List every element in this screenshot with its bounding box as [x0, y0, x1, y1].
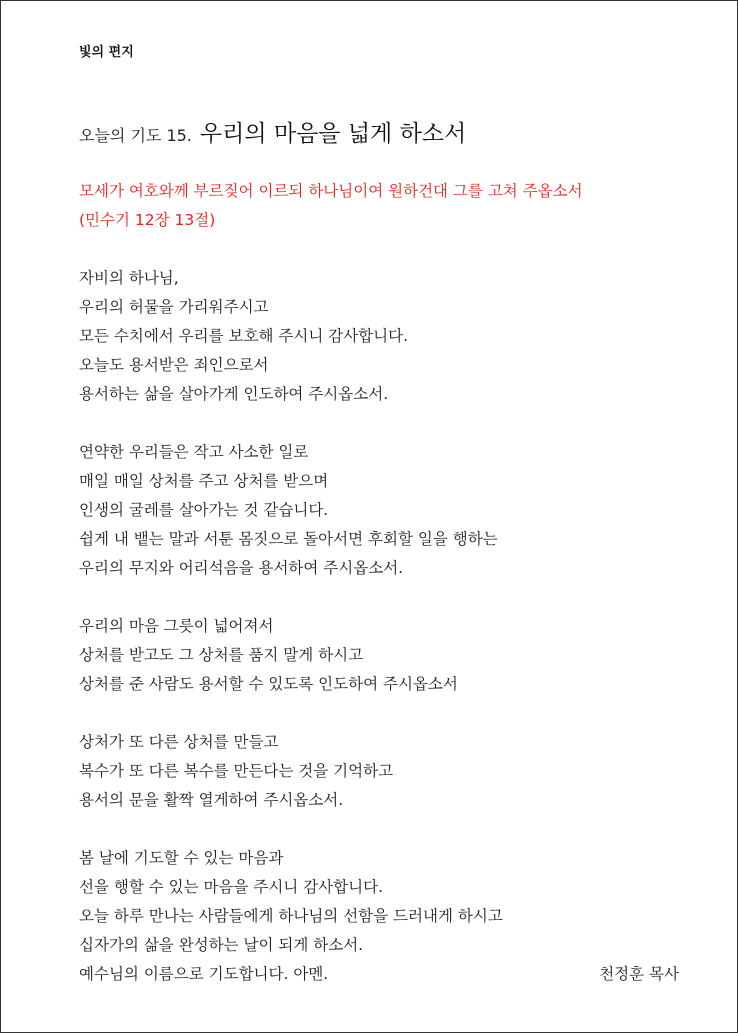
- prayer-line: 우리의 무지와 어리석음을 용서하여 주시옵소서.: [79, 559, 404, 577]
- prayer-line: 선을 행할 수 있는 마음을 주시니 감사합니다.: [79, 878, 384, 896]
- stanza-1: [79, 264, 679, 409]
- prayer-line: 연약한 우리들은 작고 사소한 일로: [79, 443, 309, 461]
- closing-line: 예수님의 이름으로 기도합니다. 아멘.: [79, 965, 329, 983]
- prayer-line: 상처를 준 사람도 용서할 수 있도록 인도하여 주시옵소서: [79, 675, 458, 693]
- stanza-4: [79, 728, 679, 815]
- stanza-5: [79, 844, 679, 989]
- stanza-3: [79, 612, 679, 699]
- prayer-line: 십자가의 삶을 완성하는 날이 되게 하소서.: [79, 936, 364, 954]
- prayer-number: 오늘의 기도 15.: [79, 126, 192, 145]
- verse-text: 모세가 여호와께 부르짖어 이르되 하나님이여 원하건대 그를 고쳐 주옵소서: [79, 182, 583, 200]
- prayer-line: 오늘 하루 만나는 사람들에게 하나님의 선함을 드러내게 하시고: [79, 907, 503, 925]
- scripture-verse: [79, 177, 583, 235]
- prayer-line: 우리의 허물을 가리워주시고: [79, 298, 269, 316]
- brand-title: 빛의 편지: [79, 45, 134, 60]
- prayer-line: 용서하는 삶을 살아가게 인도하여 주시옵소서.: [79, 385, 389, 403]
- prayer-line: 상처가 또 다른 상처를 만들고: [79, 733, 279, 751]
- verse-reference: (민수기 12장 13절): [79, 211, 216, 229]
- prayer-line: 우리의 마음 그릇이 넓어져서: [79, 617, 274, 635]
- prayer-line: 쉽게 내 뱉는 말과 서툰 몸짓으로 돌아서면 후회할 일을 행하는: [79, 530, 498, 548]
- prayer-body: [79, 264, 679, 989]
- prayer-line: 상처를 받고도 그 상처를 품지 말게 하시고: [79, 646, 364, 664]
- prayer-title: [79, 118, 466, 152]
- prayer-line: 매일 매일 상처를 주고 상처를 받으며: [79, 472, 329, 490]
- prayer-line: 오늘도 용서받은 죄인으로서: [79, 356, 269, 374]
- prayer-line: 자비의 하나님,: [79, 269, 179, 287]
- prayer-line: 봄 날에 기도할 수 있는 마음과: [79, 849, 284, 867]
- author-signature: 천정훈 목사: [599, 965, 679, 983]
- stanza-2: [79, 438, 679, 583]
- prayer-line: 용서의 문을 활짝 열게하여 주시옵소서.: [79, 791, 344, 809]
- prayer-line: 인생의 굴레를 살아가는 것 같습니다.: [79, 501, 329, 519]
- prayer-heading: 우리의 마음을 넓게 하소서: [199, 121, 467, 147]
- prayer-line: 복수가 또 다른 복수를 만든다는 것을 기억하고: [79, 762, 394, 780]
- prayer-line: 모든 수치에서 우리를 보호해 주시니 감사합니다.: [79, 327, 409, 345]
- closing-row: [79, 960, 679, 989]
